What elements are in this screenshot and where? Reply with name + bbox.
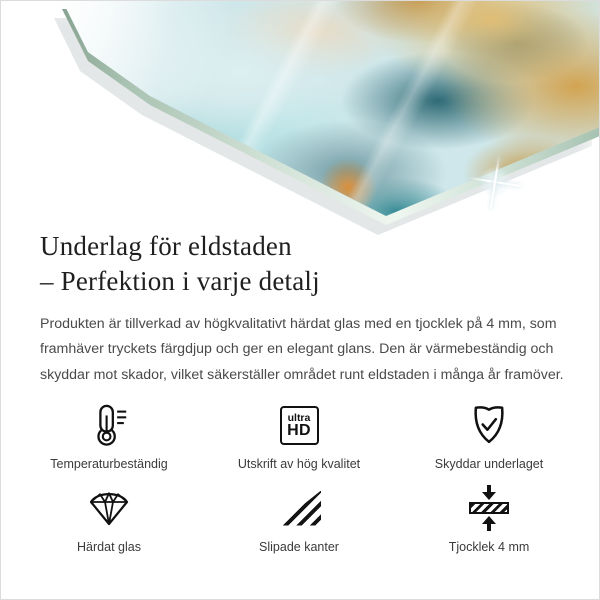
feature-print-quality <box>204 401 394 472</box>
product-description: Produkten är tillverkad av högkvalitativt härdat glas med en tjocklek på 4 mm, som framhäver tryckets färgdjup och ger en elegant glans. Den är värmebeständig och skyddar mot skador, vilket säkerställer området runt eldstaden i många år framöver. <box>40 316 564 383</box>
beveled-edges-icon <box>277 484 321 532</box>
thermometer-icon <box>87 401 131 449</box>
page-title-line1: Underlag för eldstaden <box>40 231 292 261</box>
page-title <box>40 229 568 299</box>
thickness-icon <box>469 484 509 532</box>
feature-protects-surface <box>394 401 584 472</box>
page-title-line2: – Perfektion i varje detalj <box>40 266 320 296</box>
feature-label: Tjocklek 4 mm <box>448 540 530 554</box>
feature-label: Temperaturbeständig <box>50 457 168 471</box>
diamond-icon <box>87 484 131 532</box>
feature-temperature <box>14 401 204 472</box>
ultra-hd-icon: ultra HD <box>280 401 319 449</box>
feature-label: Skyddar underlaget <box>434 457 544 471</box>
feature-label: Utskrift av hög kvalitet <box>237 457 361 471</box>
feature-polished-edges <box>204 484 394 555</box>
feature-label: Härdat glas <box>77 540 141 554</box>
product-info-section <box>40 229 568 388</box>
feature-label: Slipade kanter <box>259 540 339 554</box>
product-photo <box>0 0 600 240</box>
glass-panel-artwork <box>0 0 600 240</box>
feature-thickness <box>394 484 584 555</box>
shield-check-icon <box>471 401 507 449</box>
feature-grid <box>14 401 584 555</box>
feature-tempered-glass <box>14 484 204 555</box>
